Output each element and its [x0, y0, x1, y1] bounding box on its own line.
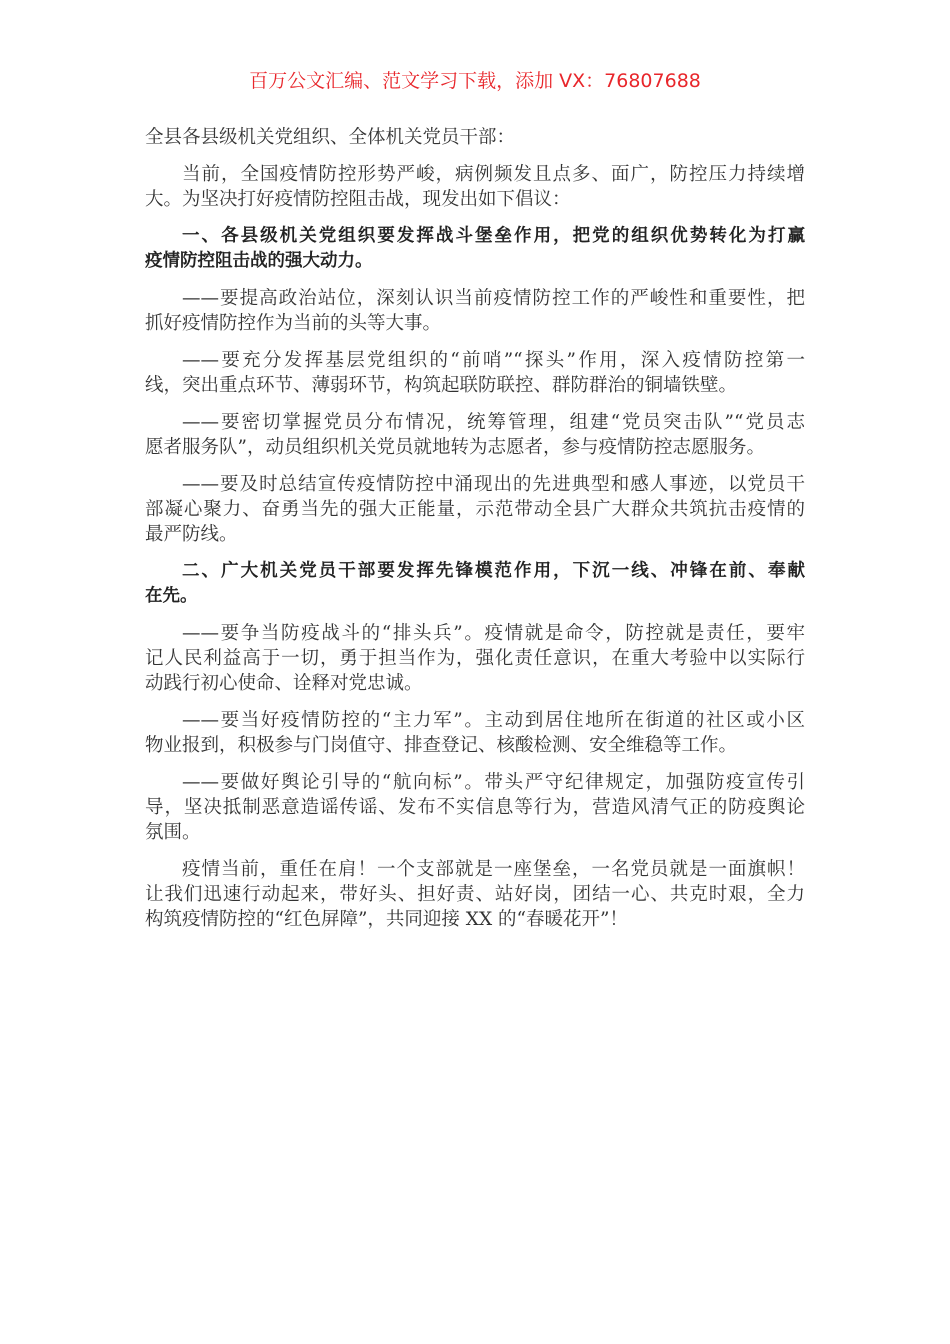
paragraph [145, 472, 805, 547]
section-heading [145, 559, 805, 609]
text-line: ——要做好舆论引导的“航向标”。带头严守纪律规定，加强防疫宣传引 [182, 772, 805, 793]
paragraph [145, 708, 805, 758]
text-line: 导，坚决抵制恶意造谣传谣、发布不实信息等行为，营造风清气正的防疫舆论 [145, 797, 805, 818]
text-line: 构筑疫情防控的“红色屏障”，共同迎接 XX 的“春暖花开”！ [145, 909, 628, 930]
text-line: 最严防线。 [145, 524, 238, 545]
text-line: 让我们迅速行动起来，带好头、担好责、站好岗，团结一心、共克时艰，全力 [145, 884, 805, 905]
text-line: 部凝心聚力、奋勇当先的强大正能量，示范带动全县广大群众共筑抗击疫情的 [145, 499, 805, 520]
text-line: ——要当好疫情防控的“主力军”。主动到居住地所在街道的社区或小区 [182, 710, 805, 731]
text-line: 疫情防控阻击战的强大动力。 [145, 251, 373, 271]
paragraph [145, 286, 805, 336]
text-line: 物业报到，积极参与门岗值守、排查登记、核酸检测、安全维稳等工作。 [145, 735, 738, 756]
text-line: 在先。 [145, 586, 198, 606]
text-line: 抓好疫情防控作为当前的头等大事。 [145, 313, 442, 334]
text-line: 记人民利益高于一切，勇于担当作为，强化责任意识，在重大考验中以实际行 [145, 648, 805, 669]
text-line: 大。为坚决打好疫情防控阻击战，现发出如下倡议： [145, 189, 571, 210]
paragraph [145, 348, 805, 398]
salutation [145, 125, 805, 150]
text-line: ——要密切掌握党员分布情况，统筹管理，组建“党员突击队”“党员志 [182, 412, 805, 433]
text-line: ——要充分发挥基层党组织的“前哨”“探头”作用，深入疫情防控第一 [182, 350, 805, 371]
text-line: ——要及时总结宣传疫情防控中涌现出的先进典型和感人事迹，以党员干 [182, 474, 805, 495]
text-line: 氛围。 [145, 822, 201, 843]
paragraph [145, 621, 805, 696]
text-line: 当前，全国疫情防控形势严峻，病例频发且点多、面广，防控压力持续增 [182, 164, 805, 185]
text-line: 愿者服务队”，动员组织机关党员就地转为志愿者，参与疫情防控志愿服务。 [145, 437, 765, 458]
paragraph [145, 770, 805, 845]
text-line: 全县各县级机关党组织、全体机关党员干部： [145, 127, 516, 148]
paragraph [145, 857, 805, 932]
text-line: 疫情当前，重任在肩！一个支部就是一座堡垒，一名党员就是一面旗帜！ [182, 859, 805, 880]
text-line: 一、各县级机关党组织要发挥战斗堡垒作用，把党的组织优势转化为打赢 [182, 226, 805, 246]
text-line: 线，突出重点环节、薄弱环节，构筑起联防联控、群防群治的铜墙铁壁。 [145, 375, 738, 396]
section-heading [145, 224, 805, 274]
text-line: ——要提高政治站位，深刻认识当前疫情防控工作的严峻性和重要性，把 [182, 288, 805, 309]
paragraph [145, 162, 805, 212]
watermark-banner: 百万公文汇编、范文学习下载，添加 VX：76807688 [249, 70, 701, 92]
document-body [145, 125, 805, 944]
text-line: ——要争当防疫战斗的“排头兵”。疫情就是命令，防控就是责任，要牢 [182, 623, 805, 644]
paragraph [145, 410, 805, 460]
text-line: 动践行初心使命、诠释对党忠诚。 [145, 673, 423, 694]
text-line: 二、广大机关党员干部要发挥先锋模范作用，下沉一线、冲锋在前、奉献 [182, 561, 805, 581]
